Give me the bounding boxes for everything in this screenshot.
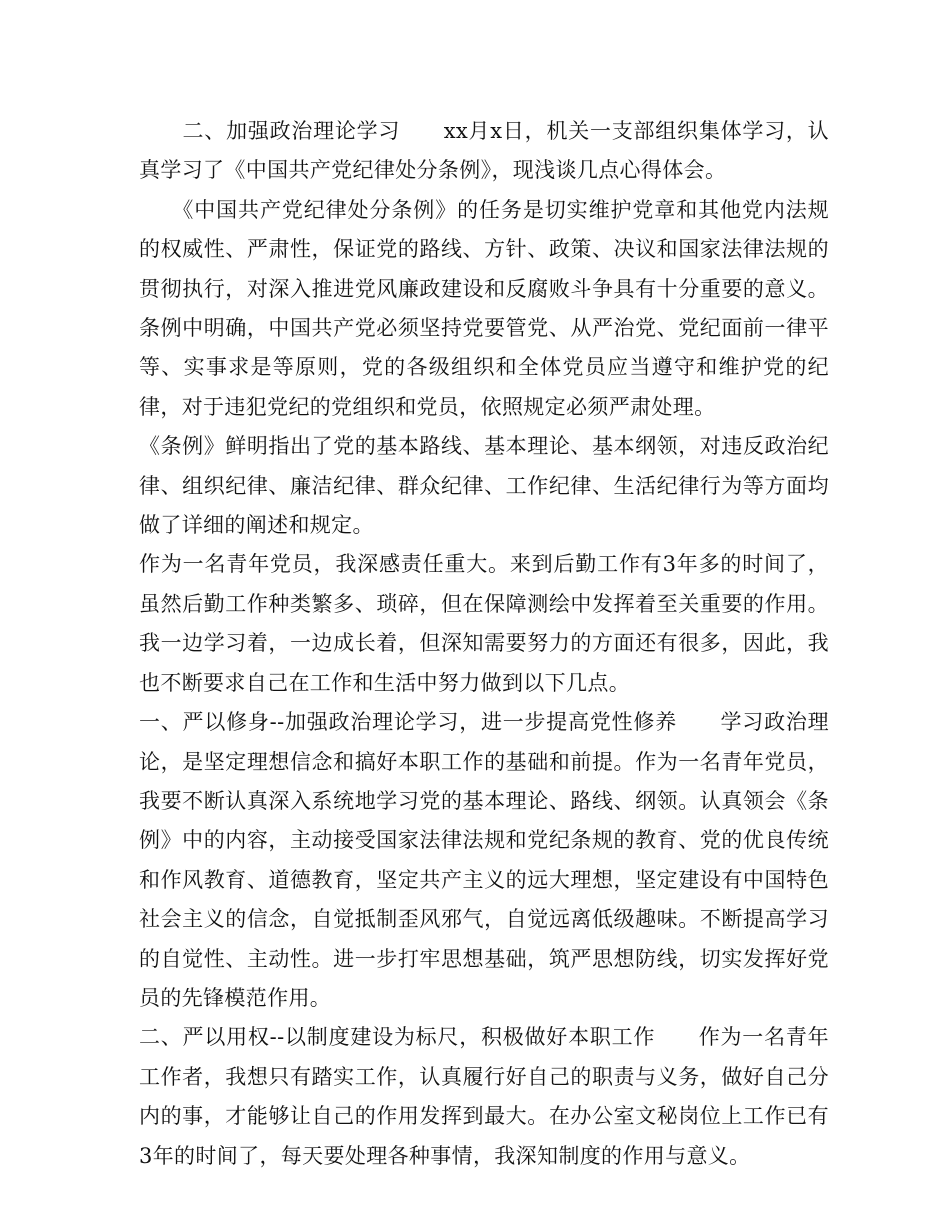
paragraph-young-member: 作为一名青年党员，我深感责任重大。来到后勤工作有3年多的时间了，虽然后勤工作种类繁多、琐碎，但在保障测绘中发挥着至关重要的作用。我一边学习着，一边成长着，但深知需要努力的方面还有很多，因此，我也不断要求自己在工作和生活中努力做到以下几点。: [139, 552, 829, 695]
paragraph-regulation-content: 《条例》鲜明指出了党的基本路线、基本理论、基本纲领，对违反政治纪律、组织纪律、廉洁纪律、群众纪律、工作纪律、生活纪律行为等方面均做了详细的阐述和规定。: [139, 434, 829, 538]
document-body: [139, 112, 829, 1176]
paragraph-intro: 二、加强政治理论学习 xx月x日，机关一支部组织集体学习，认真学习了《中国共产党纪律处分条例》，现浅谈几点心得体会。: [139, 119, 829, 183]
paragraph-point-one: 一、严以修身--加强政治理论学习，进一步提高党性修养 学习政治理论，是坚定理想信念和搞好本职工作的基础和前提。作为一名青年党员，我要不断认真深入系统地学习党的基本理论、路线、纲领。认真领会《条例》中的内容，主动接受国家法律法规和党纪条规的教育、党的优良传统和作风教育、道德教育，坚定共产主义的远大理想，坚定建设有中国特色社会主义的信念，自觉抵制歪风邪气，自觉远离低级趣味。不断提高学习的自觉性、主动性。进一步打牢思想基础，筑严思想防线，切实发挥好党员的先锋模范作用。: [139, 710, 829, 1010]
paragraph-point-two: 二、严以用权--以制度建设为标尺，积极做好本职工作 作为一名青年工作者，我想只有踏实工作，认真履行好自己的职责与义务，做好自己分内的事，才能够让自己的作用发挥到最大。在办公室文秘岗位上工作已有3年的时间了，每天要处理各种事情，我深知制度的作用与意义。: [139, 1025, 829, 1168]
paragraph-regulation-task: 《中国共产党纪律处分条例》的任务是切实维护党章和其他党内法规的权威性、严肃性，保证党的路线、方针、政策、决议和国家法律法规的贯彻执行，对深入推进党风廉政建设和反腐败斗争具有十分重要的意义。条例中明确，中国共产党必须坚持党要管党、从严治党、党纪面前一律平等、实事求是等原则，党的各级组织和全体党员应当遵守和维护党的纪律，对于违犯党纪的党组织和党员，依照规定必须严肃处理。: [139, 197, 829, 419]
